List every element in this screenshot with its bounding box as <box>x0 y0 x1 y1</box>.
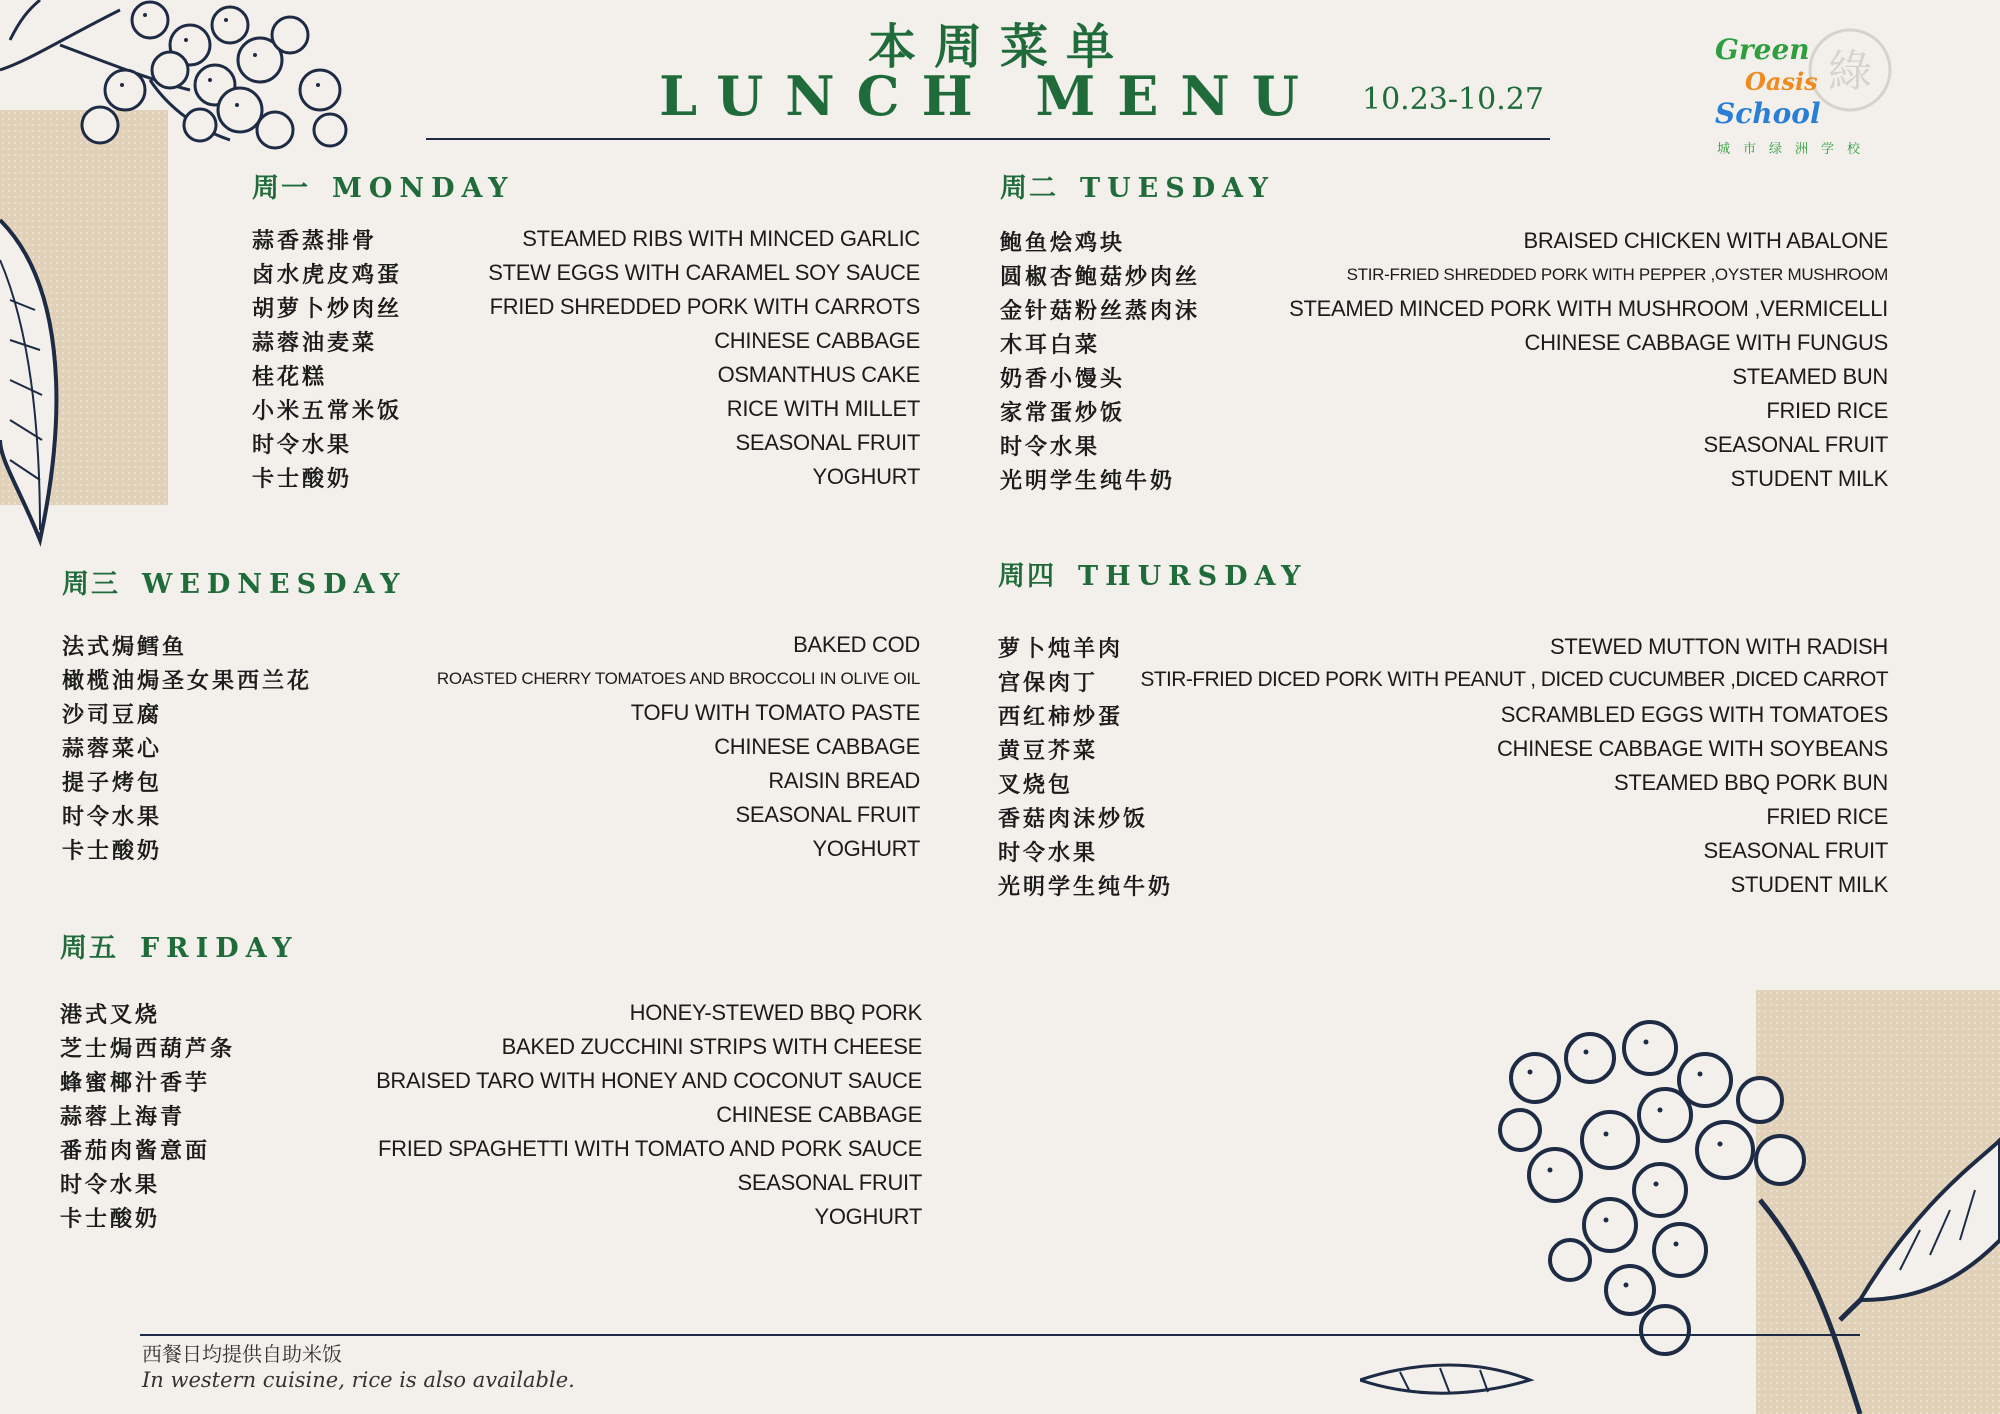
day-heading-cn: 周三 <box>62 569 120 600</box>
logo-word-oasis: Oasis <box>1745 67 1818 96</box>
day-heading-cn: 周四 <box>998 561 1056 592</box>
school-logo <box>1715 22 1895 162</box>
dish-name-cn: 法式焗鳕鱼 <box>62 635 188 660</box>
menu-item <box>998 700 1888 734</box>
dish-name-en: STEWED MUTTON WITH RADISH <box>1550 634 1888 659</box>
menu-item <box>252 394 920 428</box>
dish-name-cn: 圆椒杏鲍菇炒肉丝 <box>1000 265 1201 290</box>
dish-name-en: STEW EGGS WITH CARAMEL SOY SAUCE <box>488 260 920 285</box>
dish-name-en: HONEY-STEWED BBQ PORK <box>629 1000 922 1025</box>
header-divider <box>426 138 1550 140</box>
menu-item <box>62 630 920 664</box>
menu-item <box>1000 430 1888 464</box>
dish-name-en: FRIED SHREDDED PORK WITH CARROTS <box>489 294 920 319</box>
menu-item <box>252 258 920 292</box>
dish-name-en: SCRAMBLED EGGS WITH TOMATOES <box>1500 702 1888 727</box>
dish-name-cn: 光明学生纯牛奶 <box>1000 469 1176 494</box>
dish-name-en: CHINESE CABBAGE WITH SOYBEANS <box>1496 736 1888 761</box>
dish-name-cn: 蒜蓉上海青 <box>60 1105 186 1130</box>
menu-item <box>998 734 1888 768</box>
dish-name-en: SEASONAL FRUIT <box>1703 838 1888 863</box>
day-heading <box>1000 166 1275 205</box>
dish-name-en: ROASTED CHERRY TOMATOES AND BROCCOLI IN OLIVE OIL <box>436 669 920 688</box>
dish-name-cn: 时令水果 <box>62 805 163 830</box>
menu-item <box>998 666 1888 700</box>
dish-name-en: FRIED RICE <box>1766 398 1888 423</box>
dish-name-en: TOFU WITH TOMATO PASTE <box>630 700 920 725</box>
dish-name-cn: 木耳白菜 <box>1000 333 1101 358</box>
dish-name-en: STEAMED RIBS WITH MINCED GARLIC <box>522 226 920 251</box>
menu-item <box>60 1100 922 1134</box>
dish-name-cn: 港式叉烧 <box>60 1003 161 1028</box>
menu-item <box>252 462 920 496</box>
dish-name-cn: 桂花糕 <box>252 365 328 390</box>
day-section-tuesday <box>1000 166 1888 506</box>
dish-name-en: RAISIN BREAD <box>768 768 920 793</box>
menu-item <box>60 998 922 1032</box>
day-heading <box>62 562 406 601</box>
dish-name-en: BAKED ZUCCHINI STRIPS WITH CHEESE <box>501 1034 922 1059</box>
day-section-thursday <box>998 554 1888 904</box>
menu-item <box>62 834 920 868</box>
day-heading <box>60 926 299 965</box>
dish-name-en: STUDENT MILK <box>1730 872 1888 897</box>
dish-name-en: CHINESE CABBAGE <box>714 328 920 353</box>
day-heading-en: WEDNESDAY <box>142 569 407 600</box>
footer-divider <box>140 1334 1860 1336</box>
dish-name-en: STIR-FRIED DICED PORK WITH PEANUT , DICED CUCUMBER ,DICED CARROT <box>1140 668 1888 691</box>
day-section-friday <box>60 926 922 1246</box>
dish-name-cn: 鲍鱼烩鸡块 <box>1000 231 1126 256</box>
dish-name-en: FRIED SPAGHETTI WITH TOMATO AND PORK SAUCE <box>378 1136 922 1161</box>
dish-name-cn: 提子烤包 <box>62 771 163 796</box>
menu-item <box>1000 260 1888 294</box>
day-heading-en: FRIDAY <box>140 933 299 964</box>
menu-item <box>60 1134 922 1168</box>
menu-item <box>60 1202 922 1236</box>
dish-name-en: STEAMED BUN <box>1732 364 1888 389</box>
menu-item <box>252 428 920 462</box>
dish-name-en: YOGHURT <box>814 1204 922 1229</box>
menu-item <box>998 768 1888 802</box>
berry-branch-illustration-bottom <box>1360 1000 2000 1414</box>
dish-name-cn: 家常蛋炒饭 <box>1000 401 1126 426</box>
menu-item <box>998 632 1888 666</box>
day-heading-en: TUESDAY <box>1080 173 1276 204</box>
dish-name-en: SEASONAL FRUIT <box>735 802 920 827</box>
dish-name-en: RICE WITH MILLET <box>726 396 920 421</box>
menu-item <box>252 292 920 326</box>
dish-name-cn: 西红柿炒蛋 <box>998 705 1124 730</box>
dish-name-en: BRAISED CHICKEN WITH ABALONE <box>1523 228 1888 253</box>
menu-item <box>62 766 920 800</box>
dish-name-en: OSMANTHUS CAKE <box>717 362 920 387</box>
logo-seal-char: 綠 <box>1828 46 1872 97</box>
dish-name-cn: 蒜蓉菜心 <box>62 737 163 762</box>
day-heading-cn: 周一 <box>252 173 310 204</box>
dish-name-cn: 香菇肉沫炒饭 <box>998 807 1149 832</box>
menu-item <box>1000 464 1888 498</box>
dish-name-cn: 宫保肉丁 <box>998 671 1099 696</box>
dish-name-en: STIR-FRIED SHREDDED PORK WITH PEPPER ,OYSTER MUSHROOM <box>1346 265 1888 284</box>
day-heading-cn: 周五 <box>60 933 118 964</box>
menu-item <box>1000 328 1888 362</box>
dish-name-cn: 芝士焗西葫芦条 <box>60 1037 236 1062</box>
menu-item <box>60 1032 922 1066</box>
dish-name-cn: 时令水果 <box>1000 435 1101 460</box>
logo-word-green: Green <box>1715 33 1810 66</box>
day-heading-en: MONDAY <box>332 173 515 204</box>
dish-name-en: BAKED COD <box>793 632 920 657</box>
day-heading <box>998 554 1307 593</box>
dish-name-cn: 萝卜炖羊肉 <box>998 637 1124 662</box>
date-range: 10.23-10.27 <box>1362 82 1544 117</box>
dish-name-cn: 番茄肉酱意面 <box>60 1139 211 1164</box>
menu-item <box>252 224 920 258</box>
menu-item <box>60 1168 922 1202</box>
dish-name-cn: 橄榄油焗圣女果西兰花 <box>62 669 313 694</box>
dish-name-en: CHINESE CABBAGE <box>714 734 920 759</box>
menu-item <box>998 836 1888 870</box>
menu-item <box>60 1066 922 1100</box>
footnote-en: In western cuisine, rice is also available. <box>142 1368 575 1392</box>
menu-item <box>62 698 920 732</box>
menu-item <box>998 802 1888 836</box>
dish-name-en: YOGHURT <box>812 836 920 861</box>
dish-name-cn: 时令水果 <box>252 433 353 458</box>
dish-name-en: SEASONAL FRUIT <box>735 430 920 455</box>
menu-item <box>1000 362 1888 396</box>
day-section-wednesday <box>62 562 920 872</box>
menu-item <box>252 326 920 360</box>
menu-item <box>1000 396 1888 430</box>
dish-name-en: YOGHURT <box>812 464 920 489</box>
dish-name-en: CHINESE CABBAGE WITH FUNGUS <box>1524 330 1888 355</box>
dish-name-cn: 蜂蜜椰汁香芋 <box>60 1071 211 1096</box>
footnote-cn: 西餐日均提供自助米饭 <box>142 1342 342 1366</box>
menu-item <box>62 732 920 766</box>
dish-name-cn: 卡士酸奶 <box>62 839 163 864</box>
dish-name-en: CHINESE CABBAGE <box>716 1102 922 1127</box>
dish-name-cn: 奶香小馒头 <box>1000 367 1126 392</box>
dish-name-cn: 卤水虎皮鸡蛋 <box>252 263 403 288</box>
dish-name-en: STUDENT MILK <box>1730 466 1888 491</box>
dish-name-en: FRIED RICE <box>1766 804 1888 829</box>
dish-name-en: STEAMED MINCED PORK WITH MUSHROOM ,VERMICELLI <box>1289 296 1888 321</box>
menu-item <box>252 360 920 394</box>
logo-subtitle: 城市绿洲学校 <box>1717 142 1874 157</box>
day-heading <box>252 166 514 205</box>
dish-name-cn: 时令水果 <box>998 841 1099 866</box>
dish-name-en: SEASONAL FRUIT <box>1703 432 1888 457</box>
leaf-illustration-left <box>0 200 70 560</box>
dish-name-en: STEAMED BBQ PORK BUN <box>1614 770 1888 795</box>
dish-name-cn: 小米五常米饭 <box>252 399 403 424</box>
menu-item <box>1000 294 1888 328</box>
dish-name-cn: 胡萝卜炒肉丝 <box>252 297 403 322</box>
menu-title-en: LUNCH MENU <box>659 64 1321 128</box>
menu-item <box>62 800 920 834</box>
dish-name-cn: 黄豆芥菜 <box>998 739 1099 764</box>
dish-name-en: SEASONAL FRUIT <box>737 1170 922 1195</box>
dish-name-cn: 卡士酸奶 <box>60 1207 161 1232</box>
dish-name-cn: 沙司豆腐 <box>62 703 163 728</box>
dish-name-cn: 光明学生纯牛奶 <box>998 875 1174 900</box>
menu-item <box>62 664 920 698</box>
dish-name-cn: 时令水果 <box>60 1173 161 1198</box>
menu-item <box>1000 226 1888 260</box>
dish-name-cn: 卡士酸奶 <box>252 467 353 492</box>
dish-name-cn: 金针菇粉丝蒸肉沫 <box>1000 299 1201 324</box>
menu-title-cn: 本周菜单 <box>867 19 1132 75</box>
day-heading-en: THURSDAY <box>1078 561 1308 592</box>
day-heading-cn: 周二 <box>1000 173 1058 204</box>
dish-name-cn: 蒜蓉油麦菜 <box>252 331 378 356</box>
dish-name-cn: 叉烧包 <box>998 773 1074 798</box>
dish-name-en: BRAISED TARO WITH HONEY AND COCONUT SAUCE <box>376 1068 922 1093</box>
day-section-monday <box>252 166 920 506</box>
logo-word-school: School <box>1715 97 1821 130</box>
dish-name-cn: 蒜香蒸排骨 <box>252 229 378 254</box>
menu-item <box>998 870 1888 904</box>
